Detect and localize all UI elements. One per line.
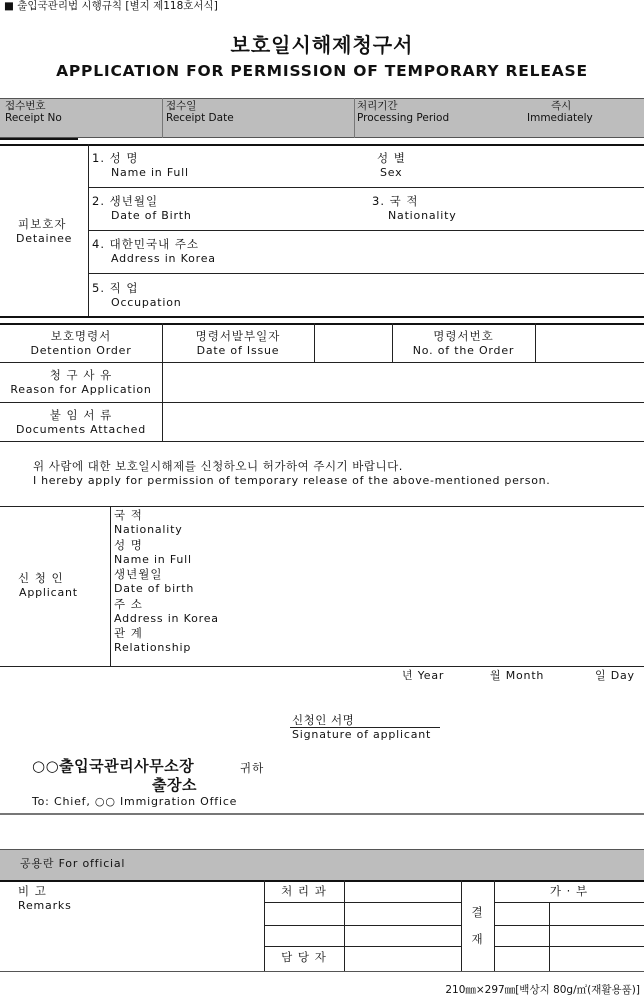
applicant-dob-en: Date of birth bbox=[114, 582, 195, 595]
statement-korean: 위 사람에 대한 보호일시해제를 신청하오니 허가하여 주시기 바랍니다. bbox=[33, 459, 403, 473]
address-label-ko: 4. 대한민국내 주소 bbox=[92, 237, 200, 251]
sex-label-ko: 성 별 bbox=[377, 151, 406, 165]
signature-label-en: Signature of applicant bbox=[292, 728, 432, 741]
date-day-label: 일 Day bbox=[595, 669, 635, 682]
approval-label-2: 재 bbox=[471, 932, 484, 946]
reason-label-ko: 청 구 사 유 bbox=[49, 368, 113, 382]
date-month-label: 월 Month bbox=[490, 669, 545, 682]
address-label-en: Address in Korea bbox=[111, 252, 216, 265]
name-label-en: Name in Full bbox=[111, 166, 189, 179]
title-korean: 보호일시해제청구서 bbox=[230, 33, 414, 57]
applicant-address-ko: 주 소 bbox=[114, 597, 143, 611]
date-of-issue-label-en: Date of Issue bbox=[196, 344, 280, 357]
office-name-korean: ○○출입국관리사무소장 bbox=[32, 757, 195, 775]
honorific-label: 귀하 bbox=[240, 761, 265, 775]
remarks-label-ko: 비 고 bbox=[18, 884, 47, 898]
detention-order-label-en: Detention Order bbox=[30, 344, 132, 357]
applicant-dob-ko: 생년월일 bbox=[114, 567, 163, 581]
applicant-relationship-en: Relationship bbox=[114, 641, 192, 654]
occupation-label-ko: 5. 직 업 bbox=[92, 281, 139, 295]
immediately-label-en: Immediately bbox=[527, 112, 593, 124]
receipt-date-label-ko: 접수일 bbox=[166, 100, 197, 112]
detention-order-label-ko: 보호명령서 bbox=[50, 329, 112, 343]
processing-period-label-en: Processing Period bbox=[357, 112, 450, 124]
occupation-label-en: Occupation bbox=[111, 296, 182, 309]
title-english: APPLICATION FOR PERMISSION OF TEMPORARY RELEASE bbox=[56, 62, 588, 80]
signature-label-ko: 신청인 서명 bbox=[292, 713, 355, 727]
order-number-label-en: No. of the Order bbox=[412, 344, 515, 357]
detainee-label-ko: 피보호자 bbox=[18, 217, 67, 231]
approval-label-1: 결 bbox=[471, 905, 484, 919]
receipt-date-label-en: Receipt Date bbox=[166, 112, 234, 124]
dob-label-ko: 2. 생년월일 bbox=[92, 194, 159, 208]
processing-period-label-ko: 처리기간 bbox=[357, 100, 398, 112]
reason-label-en: Reason for Application bbox=[10, 383, 152, 396]
date-of-issue-label-ko: 명령서발부일자 bbox=[195, 329, 281, 343]
applicant-label-ko: 신 청 인 bbox=[18, 571, 64, 585]
applicant-nationality-ko: 국 적 bbox=[114, 508, 143, 522]
remarks-label-en: Remarks bbox=[18, 899, 72, 912]
applicant-relationship-ko: 관 계 bbox=[114, 626, 143, 640]
approve-reject-label: 가 · 부 bbox=[549, 884, 589, 898]
documents-label-en: Documents Attached bbox=[15, 423, 147, 436]
dob-label-en: Date of Birth bbox=[111, 209, 192, 222]
official-use-title: 공용란 For official bbox=[20, 857, 126, 870]
branch-office-korean: 출장소 bbox=[152, 776, 197, 794]
statement-english: I hereby apply for permission of temporary release of the above-mentioned person. bbox=[33, 474, 551, 487]
documents-label-ko: 붙 임 서 류 bbox=[49, 408, 113, 422]
name-label-ko: 1. 성 명 bbox=[92, 151, 139, 165]
applicant-address-en: Address in Korea bbox=[114, 612, 219, 625]
date-year-label: 년 Year bbox=[402, 669, 445, 682]
receipt-no-label-ko: 접수번호 bbox=[5, 100, 46, 112]
nationality-label-en: Nationality bbox=[388, 209, 457, 222]
recipient-english: To: Chief, ○○ Immigration Office bbox=[32, 795, 238, 808]
processing-dept-label: 처 리 과 bbox=[281, 884, 327, 898]
form-number-note: ■ 출입국관리법 시행규칙 [별지 제118호서식] bbox=[4, 0, 218, 12]
officer-in-charge-label: 담 당 자 bbox=[281, 950, 327, 964]
applicant-nationality-en: Nationality bbox=[114, 523, 183, 536]
nationality-label-ko: 3. 국 적 bbox=[372, 194, 419, 208]
order-number-label-ko: 명령서번호 bbox=[433, 329, 494, 343]
applicant-name-en: Name in Full bbox=[114, 553, 192, 566]
sex-label-en: Sex bbox=[380, 166, 403, 179]
immediately-label-ko: 즉시 bbox=[551, 100, 572, 112]
paper-spec-footer: 210㎜×297㎜[백상지 80g/㎡(재활용품)] bbox=[445, 984, 640, 996]
detainee-label-en: Detainee bbox=[16, 232, 73, 245]
applicant-name-ko: 성 명 bbox=[114, 538, 143, 552]
applicant-label-en: Applicant bbox=[19, 586, 78, 599]
receipt-no-label-en: Receipt No bbox=[5, 112, 62, 124]
